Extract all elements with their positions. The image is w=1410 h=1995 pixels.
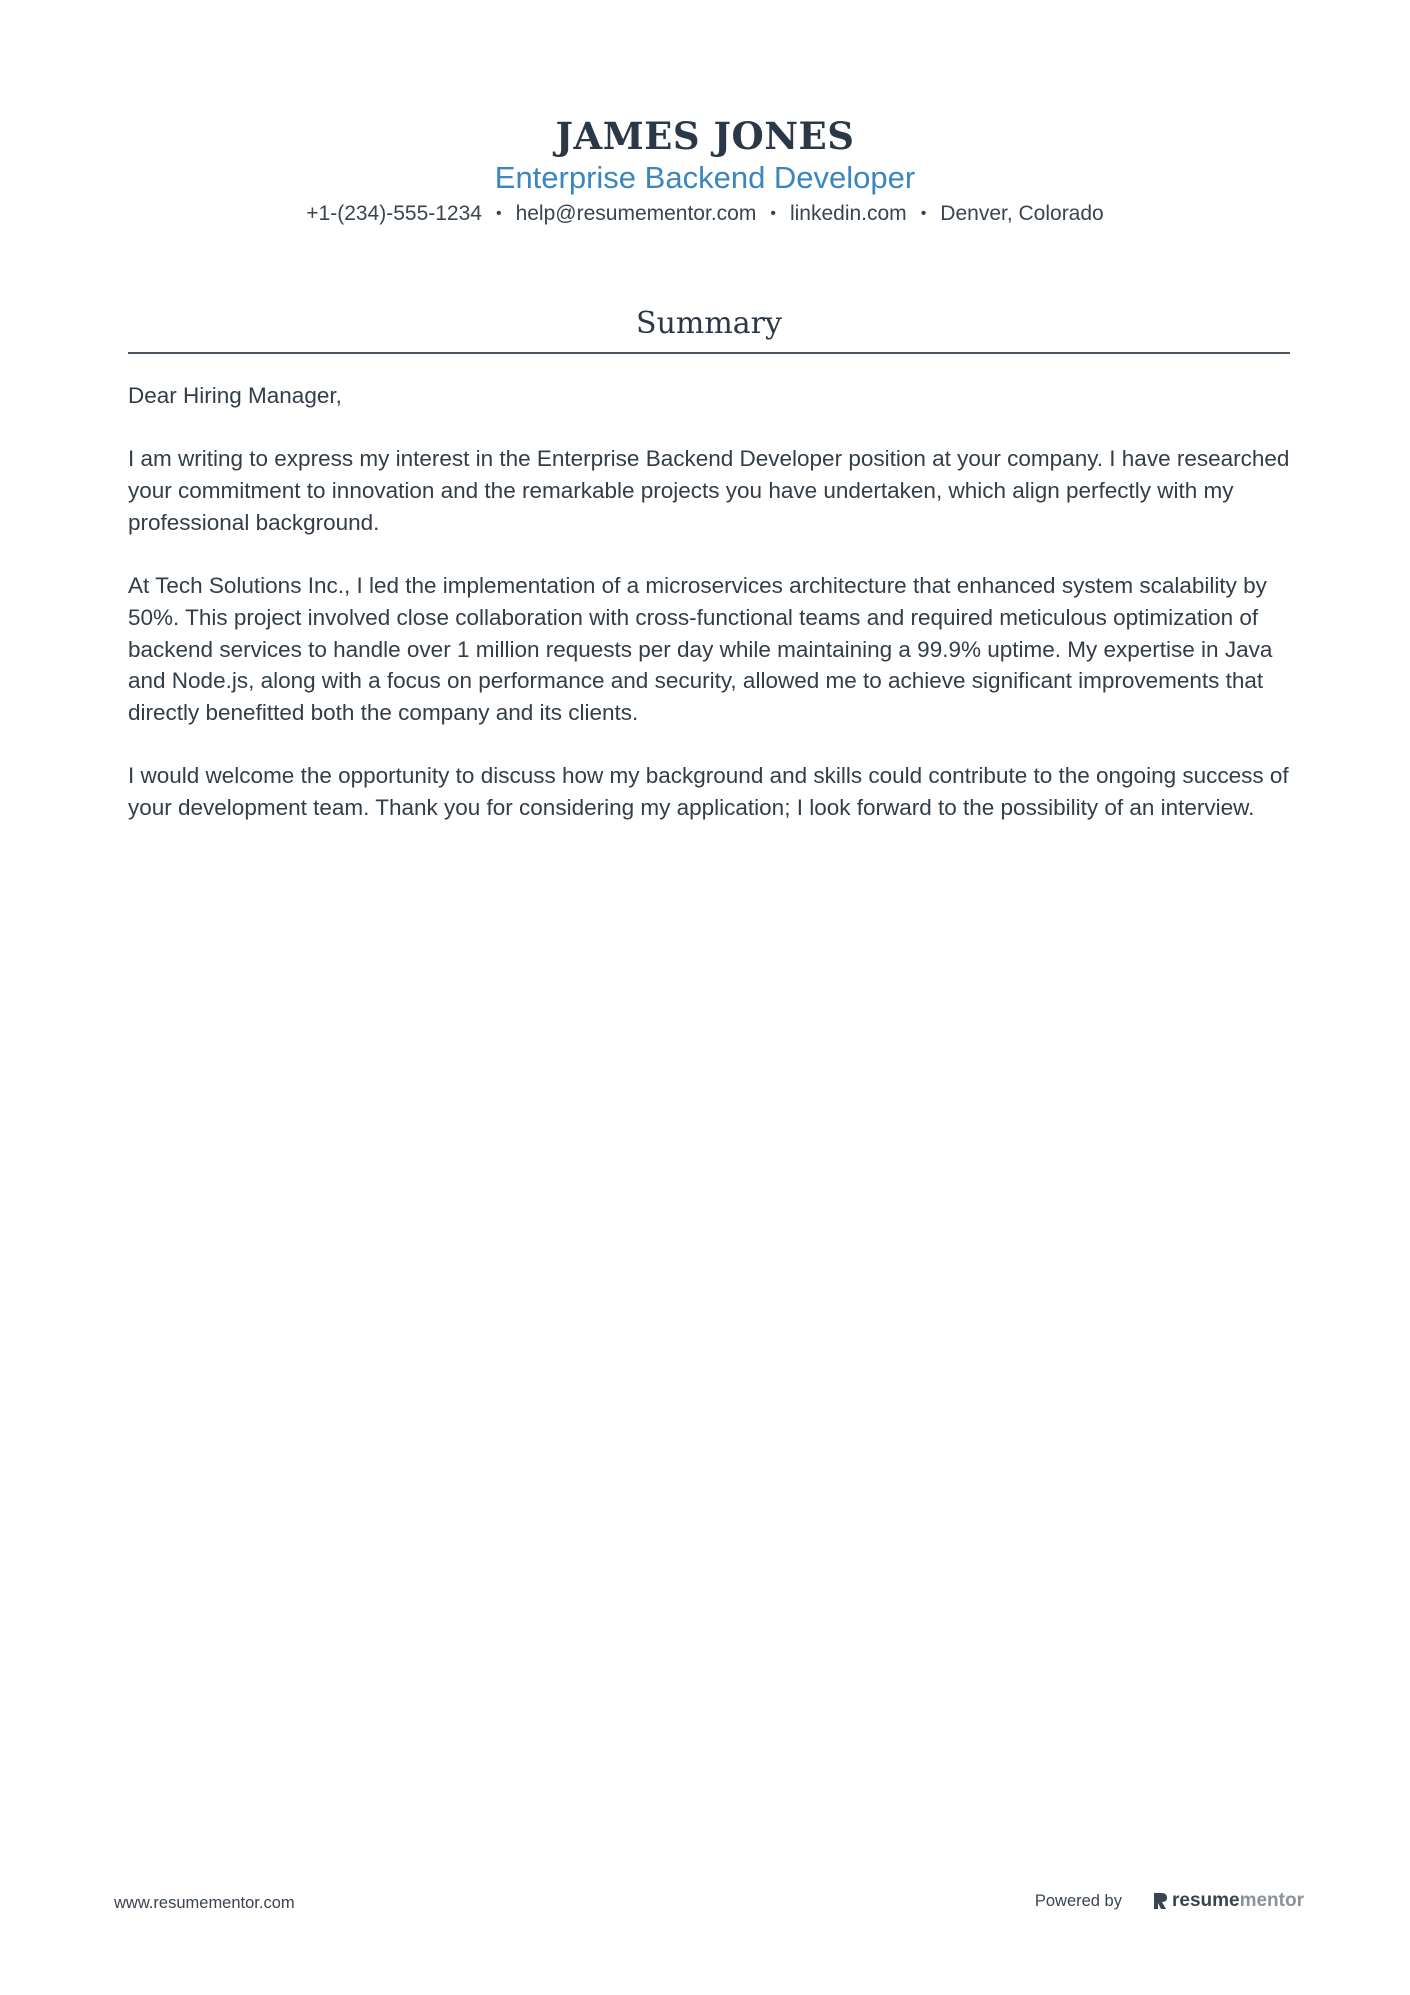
resumementor-logo[interactable] bbox=[1152, 1890, 1304, 1912]
footer-branding bbox=[1035, 1890, 1304, 1912]
separator: • bbox=[495, 205, 502, 222]
paragraph-experience: At Tech Solutions Inc., I led the implementation of a microservices architecture that enhanced system scalability by 50%. This project involved close collaboration with cross-functional teams and required meticulous optimization of backend services to handle over 1 million requests per day while maintaining a 99.9% uptime. My expertise in Java and Node.js, along with a focus on performance and security, allowed me to achieve significant improvements that directly benefitted both the company and its clients. bbox=[128, 573, 1273, 725]
greeting: Dear Hiring Manager, bbox=[128, 383, 342, 408]
job-title: Enterprise Backend Developer bbox=[494, 160, 916, 195]
resumementor-logo-icon bbox=[1152, 1891, 1168, 1911]
logo-text-resume: resume bbox=[1171, 1890, 1240, 1911]
candidate-name: JAMES JONES bbox=[555, 114, 855, 158]
powered-by-label: Powered by bbox=[1034, 1891, 1122, 1910]
logo-text-mentor: mentor bbox=[1239, 1890, 1304, 1911]
location: Denver, Colorado bbox=[940, 202, 1104, 225]
header bbox=[0, 112, 1410, 227]
section-title: Summary bbox=[636, 306, 782, 341]
separator: • bbox=[770, 205, 776, 222]
linkedin-link[interactable]: linkedin.com bbox=[789, 202, 907, 225]
paragraph-intro: I am writing to express my interest in the Enterprise Backend Developer position at your company. I have researched your commitment to innovation and the remarkable projects you have undertaken, which align perfectly with my professional background. bbox=[128, 446, 1290, 535]
contact-line bbox=[0, 201, 1410, 227]
section-divider bbox=[128, 352, 1290, 354]
letter-body bbox=[128, 380, 1290, 855]
paragraph-closing: I would welcome the opportunity to discuss how my background and skills could contribute to the ongoing success of your development team. Thank you for considering my application; I look forward to the possibility of an interview. bbox=[128, 763, 1289, 821]
email-link[interactable]: help@resumementor.com bbox=[515, 202, 757, 225]
footer-website-link[interactable]: www.resumementor.com bbox=[114, 1894, 295, 1912]
phone: +1-(234)-555-1234 bbox=[306, 202, 482, 225]
separator: • bbox=[920, 205, 927, 222]
